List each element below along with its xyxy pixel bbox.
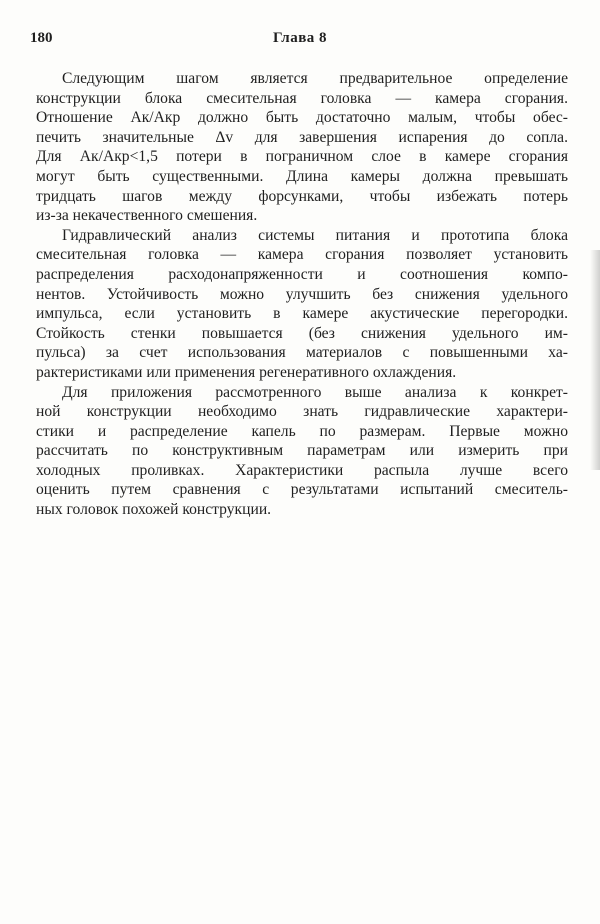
text-line: рактеристиками или применения регенеративного охлаждения. bbox=[36, 363, 457, 381]
text-line: распределения расходонапряженности и соотношения компо- bbox=[36, 265, 568, 283]
text-line: пульса) за счет использования материалов с повышенными ха- bbox=[36, 344, 568, 362]
chapter-title: Глава 8 bbox=[272, 30, 328, 46]
body-text bbox=[36, 69, 568, 520]
text-line: смесительная головка — камера сгорания позволяет установить bbox=[36, 246, 568, 264]
text-line: нентов. Устойчивость можно улучшить без снижения удельного bbox=[36, 285, 568, 303]
text-line: печить значительные Δv для завершения испарения до сопла. bbox=[36, 128, 568, 146]
text-line: Отношение Aк/Aкр должно быть достаточно малым, чтобы обес- bbox=[36, 109, 568, 127]
text-line: Гидравлический анализ системы питания и прототипа блока bbox=[62, 226, 568, 244]
text-line: Для Aк/Aкр<1,5 потери в пограничном слое в камере сгорания bbox=[36, 148, 568, 166]
text-line: оценить путем сравнения с результатами испытаний смеситель- bbox=[36, 481, 568, 499]
text-line: импульса, если установить в камере акустические перегородки. bbox=[36, 305, 568, 323]
text-line: стики и распределение капель по размерам. Первые можно bbox=[36, 422, 568, 440]
text-line: Стойкость стенки повышается (без снижения удельного им- bbox=[36, 324, 568, 342]
text-line: могут быть существенными. Длина камеры должна превышать bbox=[36, 167, 568, 185]
page-header bbox=[30, 30, 570, 50]
page-edge-shadow bbox=[590, 250, 600, 470]
text-line: ных головок похожей конструкции. bbox=[36, 501, 272, 519]
text-line: Для приложения рассмотренного выше анализа к конкрет- bbox=[62, 383, 568, 401]
text-line: конструкции блока смесительная головка — камера сгорания. bbox=[36, 89, 568, 107]
paragraph-2 bbox=[36, 226, 568, 383]
text-line: рассчитать по конструктивным параметрам или измерить при bbox=[36, 442, 568, 460]
text-line: ной конструкции необходимо знать гидравлические характери- bbox=[36, 403, 568, 421]
text-line: холодных проливках. Характеристики распыла лучше всего bbox=[36, 461, 568, 479]
paragraph-1 bbox=[36, 69, 568, 226]
text-line: тридцать шагов между форсунками, чтобы избежать потерь bbox=[36, 187, 568, 205]
text-line: Следующим шагом является предварительное определение bbox=[62, 70, 568, 87]
paragraph-3 bbox=[36, 383, 568, 520]
page-number: 180 bbox=[30, 30, 53, 46]
text-line: из-за некачественного смешения. bbox=[36, 207, 258, 225]
